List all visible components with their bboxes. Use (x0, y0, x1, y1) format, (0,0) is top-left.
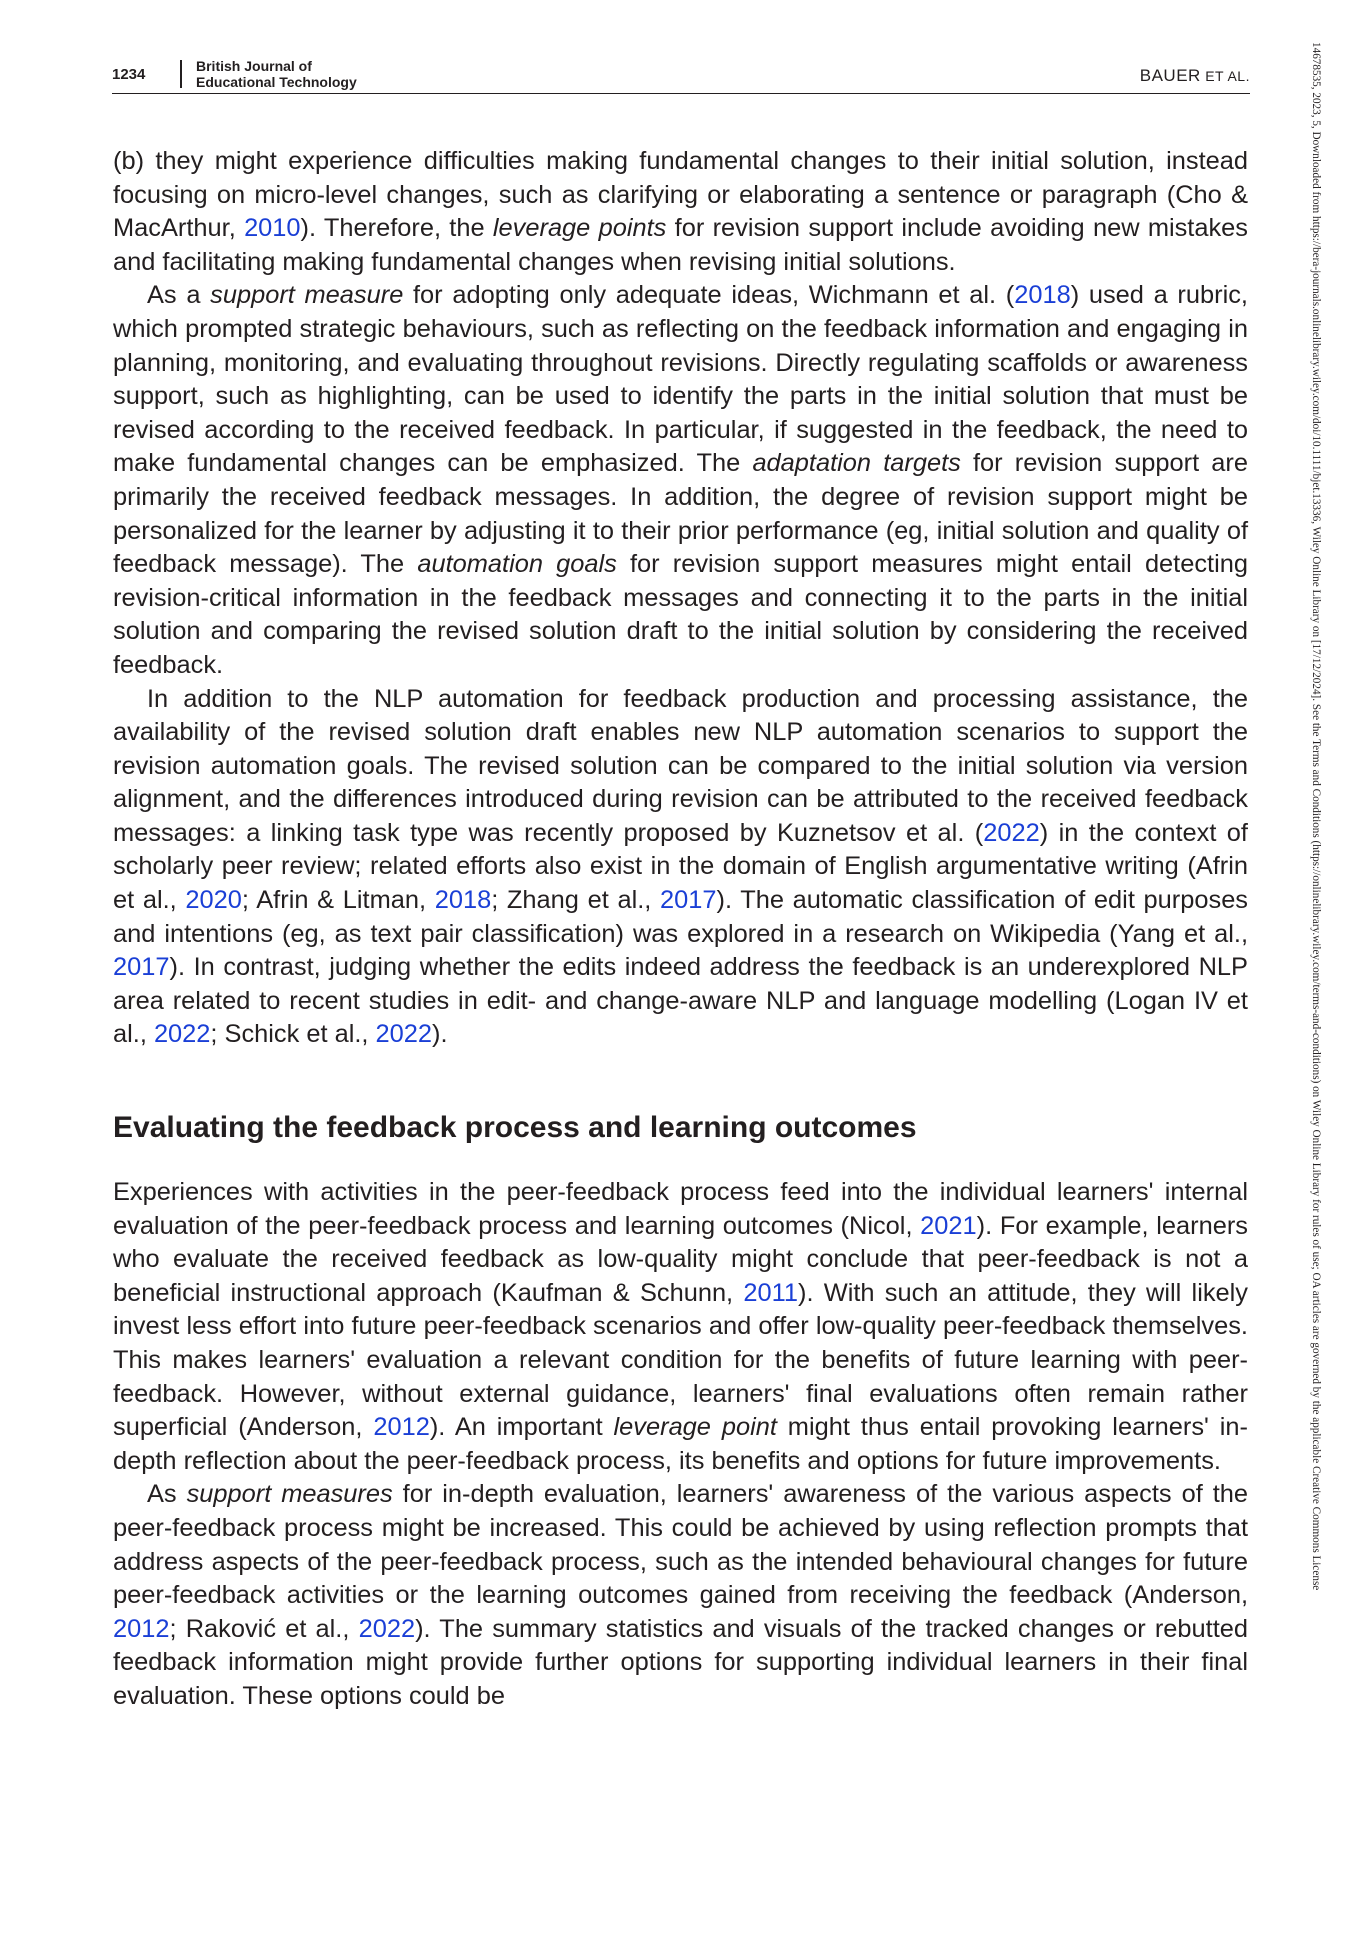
body-text: ; Zhang et al., (491, 886, 661, 915)
body-text: ) in the context of scholarly peer review; related efforts also exist in the domain of English argumentative writing (Afrin et al., (113, 818, 1248, 915)
citation-link[interactable]: 2022 (153, 1020, 211, 1049)
body-text: (b) they might experience difficulties making fundamental changes to their initial solution, instead focusing on micro-level changes, such as clarifying or elaborating a sentence or paragraph (Cho & MacArthur, (113, 147, 1248, 243)
body-text: As a (147, 281, 211, 310)
paragraph (113, 145, 1248, 279)
running-authors (1140, 66, 1250, 86)
paragraph (113, 683, 1248, 1053)
body-text: ; Schick et al., (210, 1020, 376, 1049)
citation-link[interactable]: 2017 (660, 886, 717, 915)
body-text: ; Raković et al., (169, 1614, 359, 1643)
emphasis-text: automation goals (417, 550, 617, 579)
body-text: ) used a rubric, which prompted strategic behaviours, such as reflecting on the feedback information and engaging in planning, monitoring, and evaluating throughout revisions. Directly regulating scaffolds or awareness support, such as highlighting, can be used to identify the parts in the initial solution that must be revised according to the received feedback. In particular, if suggested in the feedback, the need to make fundamental changes can be emphasized. The (113, 281, 1248, 478)
page-number: 1234 (112, 66, 146, 83)
body-text: ). Therefore, the (300, 214, 493, 243)
citation-link[interactable]: 2018 (1014, 281, 1071, 310)
body-text: As (147, 1480, 187, 1509)
header-rule (112, 93, 1250, 94)
citation-link[interactable]: 2018 (434, 886, 492, 915)
body-text: for revision support include avoiding new mistakes and facilitating making fundamental changes when revising initial solutions. (113, 214, 1248, 276)
citation-link[interactable]: 2011 (743, 1278, 798, 1307)
paragraph (113, 1176, 1248, 1478)
emphasis-text: adaptation targets (752, 449, 961, 478)
header-divider (180, 60, 182, 88)
body-text: ; Afrin & Litman, (241, 886, 435, 915)
citation-link[interactable]: 2022 (375, 1020, 433, 1049)
citation-link[interactable]: 2012 (113, 1614, 170, 1643)
paragraph (113, 279, 1248, 682)
body-text: for revision support measures might entail detecting revision-critical information in the feedback messages and connecting it to the parts in the initial solution and comparing the revised solution draft to the initial solution by considering the received feedback. (113, 550, 1248, 679)
body-text: ). With such an attitude, they will likely invest less effort into future peer-feedback scenarios and offer low-quality peer-feedback themselves. This makes learners' evaluation a relevant condition for the benefits of future learning with peer-feedback. However, without external guidance, learners' final evaluations often remain rather superficial (Anderson, (113, 1278, 1248, 1442)
body-text: ). For example, learners who evaluate the received feedback as low-quality might conclude that peer-feedback is not a beneficial instructional approach (Kaufman & Schunn, (113, 1211, 1248, 1307)
citation-link[interactable]: 2012 (373, 1413, 430, 1442)
body-text: In addition to the NLP automation for feedback production and processing assistance, the availability of the revised solution draft enables new NLP automation scenarios to support the revision automation goals. The revised solution can be compared to the initial solution via version alignment, and the differences introduced during revision can be attributed to the received feedback messages: a linking task type was recently proposed by Kuznetsov et al. ( (113, 684, 1248, 847)
authors-main: BAUER (1139, 66, 1201, 85)
citation-link[interactable]: 2010 (244, 214, 301, 243)
body-text: for in-depth evaluation, learners' awareness of the various aspects of the peer-feedback process might be increased. This could be achieved by using reflection prompts that address aspects of the peer-feedback process, such as the intended behavioural changes for future peer-feedback activities or the learning outcomes gained from receiving the feedback (Anderson, (113, 1480, 1248, 1610)
emphasis-text: support measures (186, 1480, 393, 1509)
download-notice-sidebar: 14678535, 2023, 5, Downloaded from https://bera-journals.onlinelibrary.wiley.com/doi/10.1111/bjet.13336, Wiley Online Library on [17/12/2024]. See the Terms and Conditions (https://onlinelibrary.wiley.com/terms-and-conditions) on Wiley Online Library for rules of use; OA articles are governed by the applicable Creative Commons License (1310, 42, 1322, 1591)
body-text: ). (432, 1020, 448, 1049)
body-text: ). In contrast, judging whether the edits indeed address the feedback is an underexplored NLP area related to recent studies in edit- and change-aware NLP and language modelling (Logan IV et al., (113, 953, 1248, 1049)
emphasis-text: support measure (210, 281, 404, 310)
body-text: Experiences with activities in the peer-feedback process feed into the individual learners' internal evaluation of the peer-feedback process and learning outcomes (Nicol, (113, 1178, 1248, 1240)
paragraph (113, 1478, 1248, 1713)
citation-link[interactable]: 2022 (358, 1614, 416, 1643)
body-text: ). The automatic classification of edit purposes and intentions (eg, as text pair classification) was explored in a research on Wikipedia (Yang et al., (113, 886, 1249, 948)
body-text: for revision support are primarily the received feedback messages. In addition, the degree of revision support might be personalized for the learner by adjusting it to their prior performance (eg, initial solution and quality of feedback message). The (113, 449, 1248, 579)
body-text: ). An important (429, 1413, 614, 1442)
page-header (112, 58, 1250, 92)
emphasis-text: leverage points (492, 214, 667, 243)
emphasis-text: leverage point (613, 1413, 777, 1442)
article-body (113, 145, 1248, 1714)
body-text: for adopting only adequate ideas, Wichmann et al. ( (403, 281, 1015, 310)
citation-link[interactable]: 2020 (185, 886, 242, 915)
journal-title-line-1: British Journal of (196, 58, 312, 74)
citation-link[interactable]: 2017 (113, 953, 170, 982)
citation-link[interactable]: 2021 (920, 1211, 977, 1240)
section-heading: Evaluating the feedback process and learning outcomes (113, 1111, 917, 1145)
authors-suffix: ET AL. (1200, 68, 1250, 84)
journal-title-line-2: Educational Technology (196, 74, 357, 90)
citation-link[interactable]: 2022 (983, 818, 1040, 847)
journal-title (196, 58, 357, 90)
body-text: might thus entail provoking learners' in-depth reflection about the peer-feedback process, its benefits and options for future improvements. (113, 1413, 1249, 1475)
body-text: ). The summary statistics and visuals of the tracked changes or rebutted feedback information might provide further options for supporting individual learners in their final evaluation. These options could be (113, 1614, 1248, 1710)
